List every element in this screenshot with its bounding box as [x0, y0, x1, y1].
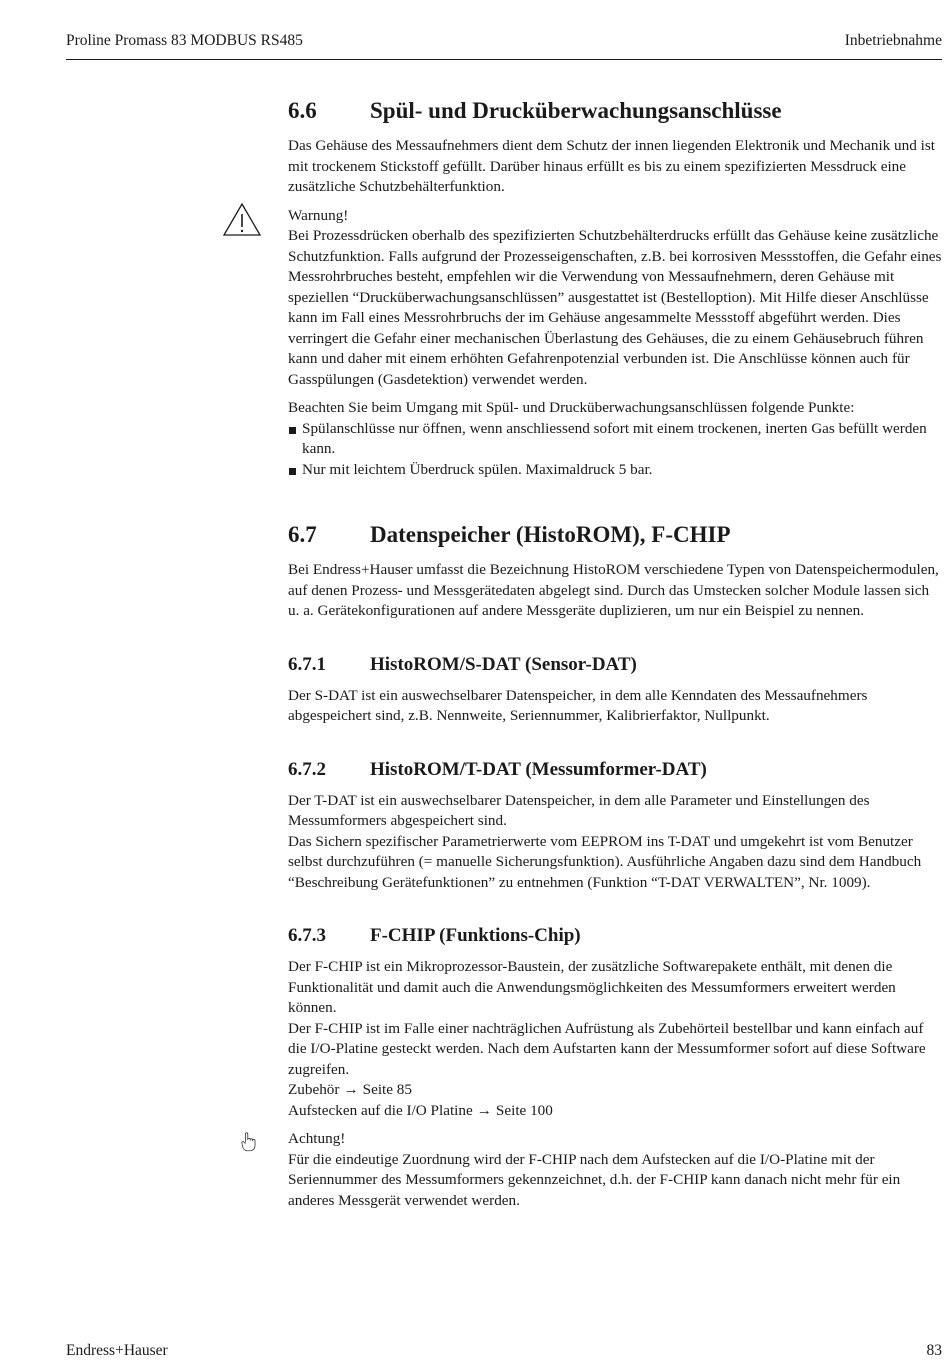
section-title: Datenspeicher (HistoROM), F-CHIP [370, 522, 731, 547]
cross-reference [288, 1101, 942, 1122]
warning-title: Warnung! [288, 206, 349, 224]
caution-title: Achtung! [288, 1130, 346, 1147]
section-number: 6.7.3 [288, 925, 326, 946]
paragraph: Bei Endress+Hauser umfasst die Bezeichnung HistoROM verschiedene Typen von Datenspeichermodulen, auf denen Prozess- und Messgerätedaten abgelegt sind. Durch das Umstecken solcher Module lassen sich u. a. Gerätekonfigurationen auf andere Messgeräte duplizieren, um nur ein Beispiel zu nennen. [288, 561, 939, 619]
section-heading-6-7-2 [288, 757, 942, 783]
reference-label: Aufstecken auf die I/O Platine [288, 1101, 473, 1119]
section-heading-6-7-1 [288, 652, 942, 678]
page-content [288, 96, 942, 1211]
section-title: F-CHIP (Funktions-Chip) [370, 925, 581, 946]
warning-text: Bei Prozessdrücken oberhalb des spezifizierten Schutzbehälterdrucks erfüllt das Gehäuse keine zusätzliche Schutzfunktion. Falls aufgrund der Prozesseigenschaften, z.B. bei korrosiven Messstoffen, die Gefahr eines Messrohrbruches besteht, empfehlen wir die Verwendung von Messaufnehmern, deren Gehäuse mit speziellen “Drucküberwachungsanschlüssen” ausgestattet ist (Bestelloption). Mit Hilfe dieser Anschlüsse kann im Fall eines Messrohrbruchs der im Gehäuse angesammelte Messstoff abgeführt werden. Dies verringert die Gefahr einer mechanischen Überlastung des Gehäuses, die zu einem Gehäusebruch führen kann und daher mit einem erhöhten Gefahrenpotenzial verbunden ist. Die Anschlüsse können auch für Gasspülungen (Gasdetektion) verwendet werden. [288, 227, 942, 388]
section-number: 6.7.1 [288, 653, 326, 675]
caution-text: Für die eindeutige Zuordnung wird der F-CHIP nach dem Aufstecken auf die I/O-Platine mit der Seriennummer des Messumformers gekennzeichnet, d.h. der F-CHIP kann danach nicht mehr für ein anderes Messgerät verwendet werden. [288, 1150, 901, 1209]
caution-note [288, 1129, 942, 1211]
section-number: 6.7.2 [288, 758, 326, 780]
section-heading-6-7-3 [288, 923, 942, 949]
header-document-title: Proline Promass 83 MODBUS RS485 [66, 32, 303, 49]
paragraph: Das Gehäuse des Messaufnehmers dient dem Schutz der innen liegenden Elektronik und Mechanik und ist mit trockenem Stickstoff gefüllt. Darüber hinaus erfüllt es bis zu einem spezifizierten Messdruck eine zusätzliche Schutzbehälterfunktion. [288, 137, 935, 195]
section-title: HistoROM/T-DAT (Messumformer-DAT) [370, 758, 707, 780]
paragraph: Der T-DAT ist ein auswechselbarer Datenspeicher, in dem alle Parameter und Einstellungen des Messumformers abgespeichert sind. [288, 791, 870, 829]
list-item: Nur mit leichtem Überdruck spülen. Maximaldruck 5 bar. [288, 460, 942, 481]
paragraph: Das Sichern spezifischer Parametrierwerte vom EEPROM ins T-DAT und umgekehrt ist vom Benutzer selbst durchzuführen (= manuelle Sicherungsfunktion). Ausführliche Angaben dazu sind dem Handbuch “Beschreibung Gerätefunktionen” zu entnehmen (Funktion “T-DAT VERWALTEN”, Nr. 1009). [288, 832, 922, 891]
section-title: HistoROM/S-DAT (Sensor-DAT) [370, 653, 637, 675]
header-chapter-title: Inbetriebnahme [844, 32, 942, 49]
section-heading-6-6 [288, 96, 942, 126]
right-arrow-icon: → [476, 1101, 492, 1119]
reference-label: Zubehör [288, 1081, 340, 1098]
section-number: 6.7 [288, 522, 317, 547]
bullet-list [288, 419, 942, 481]
page-header [66, 32, 942, 50]
section-heading-6-7 [288, 520, 942, 550]
reference-link[interactable]: Seite 85 [362, 1081, 412, 1098]
section-number: 6.6 [288, 98, 317, 123]
page-footer [66, 1342, 942, 1360]
paragraph: Der F-CHIP ist ein Mikroprozessor-Baustein, der zusätzliche Softwarepakete enthält, mit denen die Funktionalität und damit auch die Anwendungsmöglichkeiten des Messumformers erweitert werden können. [288, 958, 896, 1016]
page-number: 83 [926, 1342, 942, 1359]
warning-triangle-icon [222, 202, 262, 238]
paragraph: Der S-DAT ist ein auswechselbarer Datenspeicher, in dem alle Kenndaten des Messaufnehmers abgespeichert sind, z.B. Nennweite, Seriennummer, Kalibrierfaktor, Nullpunkt. [288, 686, 868, 724]
warning-note [288, 206, 942, 391]
section-title: Spül- und Drucküberwachungsanschlüsse [370, 98, 782, 123]
right-arrow-icon: → [343, 1081, 359, 1098]
cross-reference [288, 1080, 942, 1101]
paragraph: Der F-CHIP ist im Falle einer nachträglichen Aufrüstung als Zubehörteil bestellbar und kann einfach auf die I/O-Platine gesteckt werden. Nach dem Aufstarten kann der Messumformer sofort auf diese Software zugreifen. [288, 1019, 926, 1078]
footer-company: Endress+Hauser [66, 1342, 168, 1359]
pointing-hand-icon [240, 1127, 264, 1159]
reference-link[interactable]: Seite 100 [495, 1101, 553, 1119]
paragraph: Beachten Sie beim Umgang mit Spül- und Drucküberwachungsanschlüssen folgende Punkte: [288, 399, 855, 416]
list-item: Spülanschlüsse nur öffnen, wenn anschliessend sofort mit einem trockenen, inerten Gas befüllt werden kann. [288, 419, 942, 460]
header-divider [66, 59, 942, 60]
